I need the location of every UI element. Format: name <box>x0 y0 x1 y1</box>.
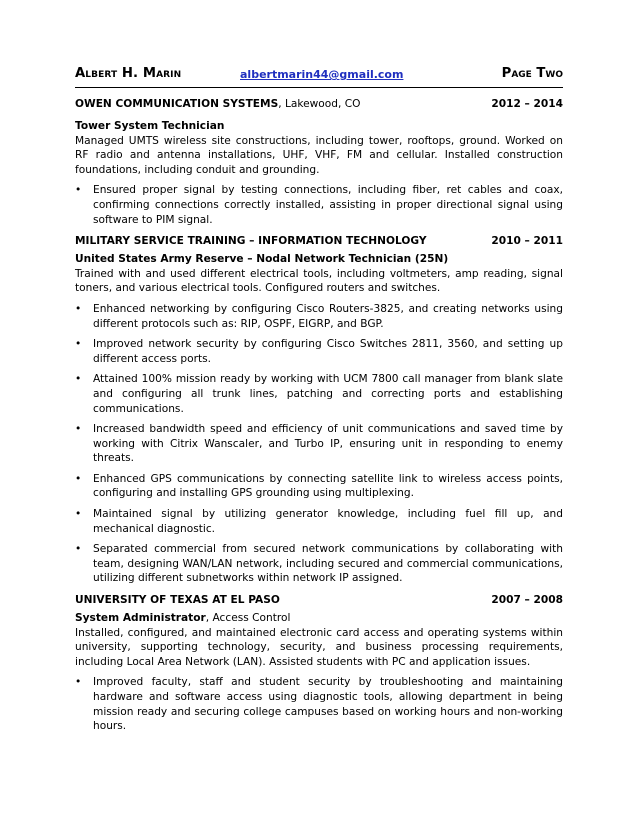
job-title-text: Tower System Technician <box>75 120 225 132</box>
experience-section <box>75 593 563 734</box>
section-heading <box>75 593 563 610</box>
list-item-text: Ensured proper signal by testing connections, including fiber, ret cables and coax, confirming connections correctly installed, assisting in proper directional signal using software to PIM signal. <box>93 184 563 226</box>
list-item <box>75 302 563 331</box>
bullet-icon: • <box>75 423 82 436</box>
date-range: 2012 – 2014 <box>491 98 563 110</box>
achievement-list <box>75 183 563 227</box>
job-title-text: United States Army Reserve – Nodal Network Technician (25N) <box>75 253 449 266</box>
section-heading <box>75 97 563 114</box>
bullet-icon: • <box>75 508 82 521</box>
list-item <box>75 422 563 466</box>
list-item <box>75 507 563 536</box>
bullet-icon: • <box>75 302 82 315</box>
list-item-text: Separated commercial from secured network communications by collaborating with team, designing WAN/LAN network, including secured and commercial communications, utilizing different subnetworks within network IP assigned. <box>93 543 563 585</box>
organization-name: UNIVERSITY OF TEXAS AT EL PASO <box>75 594 280 607</box>
date-range: 2007 – 2008 <box>491 594 563 607</box>
job-title-text: System Administrator <box>75 612 206 625</box>
organization-location: , Lakewood, CO <box>278 98 361 110</box>
bullet-icon: • <box>75 543 82 556</box>
header-divider <box>75 87 563 88</box>
list-item-text: Improved network security by configuring Cisco Switches 2811, 3560, and setting up different access ports. <box>93 338 563 365</box>
list-item <box>75 675 563 733</box>
job-title <box>75 252 563 267</box>
job-title-department: , Access Control <box>205 612 291 625</box>
page-header <box>75 62 563 86</box>
section-heading <box>75 234 563 251</box>
list-item-text: Attained 100% mission ready by working with UCM 7800 call manager from blank slate and configuring all trunk lines, patching and correcting ports and establishing communications. <box>93 373 563 415</box>
organization-name: OWEN COMMUNICATION SYSTEMS <box>75 98 279 110</box>
achievement-list <box>75 302 563 586</box>
candidate-name: Albert H. Marin <box>75 66 182 81</box>
job-title <box>75 119 563 134</box>
list-item <box>75 542 563 586</box>
job-description: Managed UMTS wireless site constructions, including tower, rooftops, ground. Worked on RF radio and antenna installations, UHF, VHF, FM and cellular. Installed construction foundations, including conduit and grounding. <box>75 134 563 176</box>
date-range: 2010 – 2011 <box>491 235 563 248</box>
experience-section <box>75 234 563 593</box>
email-link[interactable]: albertmarin44@gmail.com <box>240 68 404 81</box>
bullet-icon: • <box>75 676 82 689</box>
bullet-icon: • <box>75 373 82 386</box>
list-item <box>75 372 563 416</box>
list-item-text: Increased bandwidth speed and efficiency of unit communications and saved time by working with Citrix Wanscaler, and Turbo IP, ensuring unit in responding to enemy threats. <box>93 423 563 465</box>
list-item-text: Enhanced GPS communications by connecting satellite link to wireless access points, configuring and installing GPS grounding using multiplexing. <box>93 472 563 500</box>
bullet-icon: • <box>75 472 82 485</box>
job-title <box>75 611 563 626</box>
list-item <box>75 337 563 366</box>
resume-content <box>75 97 563 734</box>
job-description: Installed, configured, and maintained electronic card access and operating systems within university, supporting technology, security, and business processing requirements, including Local Area Network (LAN). Assisted students with PC and application issues. <box>75 626 563 668</box>
list-item-text: Maintained signal by utilizing generator knowledge, including fuel fill up, and mechanical diagnostic. <box>93 508 563 535</box>
experience-section <box>75 97 563 234</box>
job-description: Trained with and used different electrical tools, including voltmeters, amp reading, signal toners, and various electrical tools. Configured routers and switches. <box>75 267 563 295</box>
list-item <box>75 183 563 227</box>
list-item-text: Improved faculty, staff and student security by troubleshooting and maintaining hardware and software access using diagnostic tools, allowing department in being mission ready and securing college campuses based on working hours and non-working hours. <box>93 676 563 733</box>
bullet-icon: • <box>75 184 82 197</box>
page-label: Page Two <box>501 66 563 81</box>
organization-name: MILITARY SERVICE TRAINING – INFORMATION TECHNOLOGY <box>75 235 427 248</box>
achievement-list <box>75 675 563 733</box>
list-item-text: Enhanced networking by configuring Cisco Routers-3825, and creating networks using different protocols such as: RIP, OSPF, EIGRP, and BGP. <box>93 302 563 330</box>
bullet-icon: • <box>75 338 82 351</box>
list-item <box>75 472 563 501</box>
